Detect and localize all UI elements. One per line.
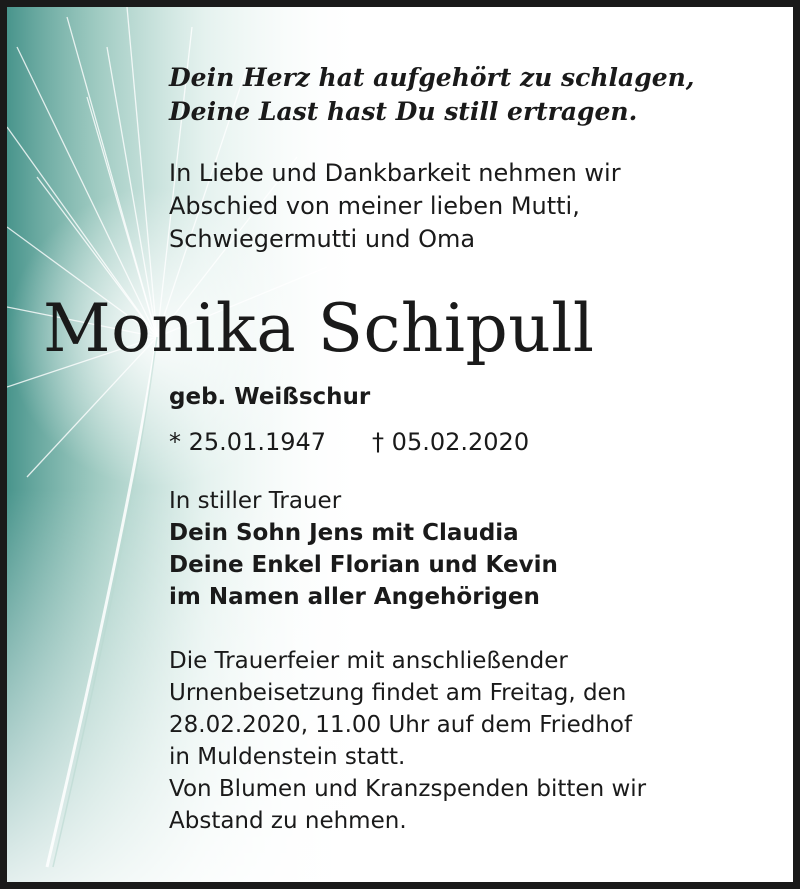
- funeral-line: 28.02.2020, 11.00 Uhr auf dem Friedhof: [169, 712, 633, 738]
- intro-line: Abschied von meiner lieben Mutti,: [169, 192, 580, 220]
- funeral-line: Von Blumen und Kranzspenden bitten wir: [169, 776, 647, 802]
- intro-text: [169, 157, 621, 256]
- death-date: † 05.02.2020: [372, 428, 530, 456]
- intro-line: Schwiegermutti und Oma: [169, 225, 476, 253]
- intro-line: In Liebe und Dankbarkeit nehmen wir: [169, 159, 621, 187]
- birth-date: * 25.01.1947: [169, 428, 327, 456]
- mourner-line: Dein Sohn Jens mit Claudia: [169, 520, 519, 546]
- deceased-name: Monika Schipull: [43, 290, 595, 367]
- funeral-info: [169, 645, 646, 837]
- motto-verse: [169, 61, 695, 129]
- birth-name: geb. Weißschur: [169, 384, 371, 410]
- funeral-line: Abstand zu nehmen.: [169, 808, 407, 834]
- mourners-intro: In stiller Trauer: [169, 488, 342, 514]
- motto-line: Deine Last hast Du still ertragen.: [169, 97, 638, 126]
- funeral-line: Urnenbeisetzung findet am Freitag, den: [169, 680, 627, 706]
- mourner-line: im Namen aller Angehörigen: [169, 584, 540, 610]
- mourners-block: [169, 485, 558, 613]
- funeral-line: Die Trauerfeier mit anschließender: [169, 648, 568, 674]
- funeral-line: in Muldenstein statt.: [169, 744, 406, 770]
- mourner-line: Deine Enkel Florian und Kevin: [169, 552, 558, 578]
- motto-line: Dein Herz hat aufgehört zu schlagen,: [169, 63, 695, 92]
- life-dates: [169, 425, 529, 459]
